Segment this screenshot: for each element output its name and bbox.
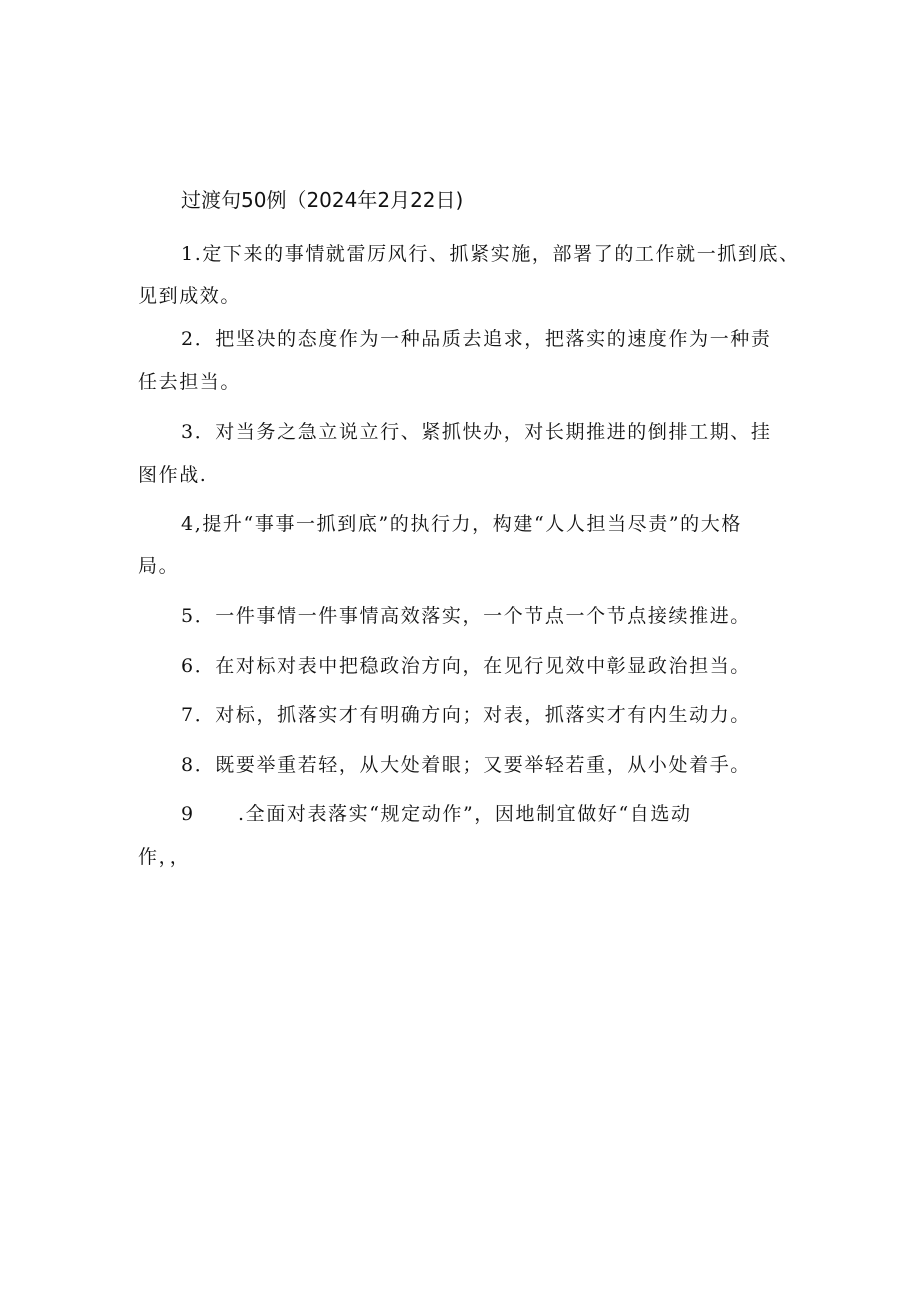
paragraph-3-line-1: 3．对当务之急立说立行、紧抓快办，对长期推进的倒排工期、挂: [181, 421, 772, 443]
document-title: 过渡句50例（2024年2月22日): [181, 188, 464, 212]
paragraph-3-line-2: 图作战.: [138, 464, 208, 486]
paragraph-8: 8．既要举重若轻，从大处着眼；又要举轻若重，从小处着手。: [181, 754, 751, 776]
paragraph-7: 7．对标，抓落实才有明确方向；对表，抓落实才有内生动力。: [181, 704, 751, 726]
paragraph-4-line-1: 4,提升“事事一抓到底”的执行力，构建“人人担当尽责”的大格: [181, 513, 742, 535]
paragraph-1-line-1: 1.定下来的事情就雷厉风行、抓紧实施，部署了的工作就一抓到底、: [181, 243, 800, 265]
paragraph-1-line-2: 见到成效。: [138, 285, 242, 307]
paragraph-9-line-2: 作，，: [138, 846, 191, 868]
paragraph-9-line-1: .全面对表落实“规定动作”，因地制宜做好“自选动: [238, 803, 692, 825]
paragraph-2-line-2: 任去担当。: [138, 371, 242, 393]
paragraph-4-line-2: 局。: [138, 555, 180, 577]
paragraph-5: 5．一件事情一件事情高效落实，一个节点一个节点接续推进。: [181, 605, 751, 627]
paragraph-9-number: 9: [181, 803, 195, 825]
paragraph-2-line-1: 2．把坚决的态度作为一种品质去追求，把落实的速度作为一种责: [181, 328, 772, 350]
paragraph-6: 6．在对标对表中把稳政治方向，在见行见效中彰显政治担当。: [181, 655, 751, 677]
